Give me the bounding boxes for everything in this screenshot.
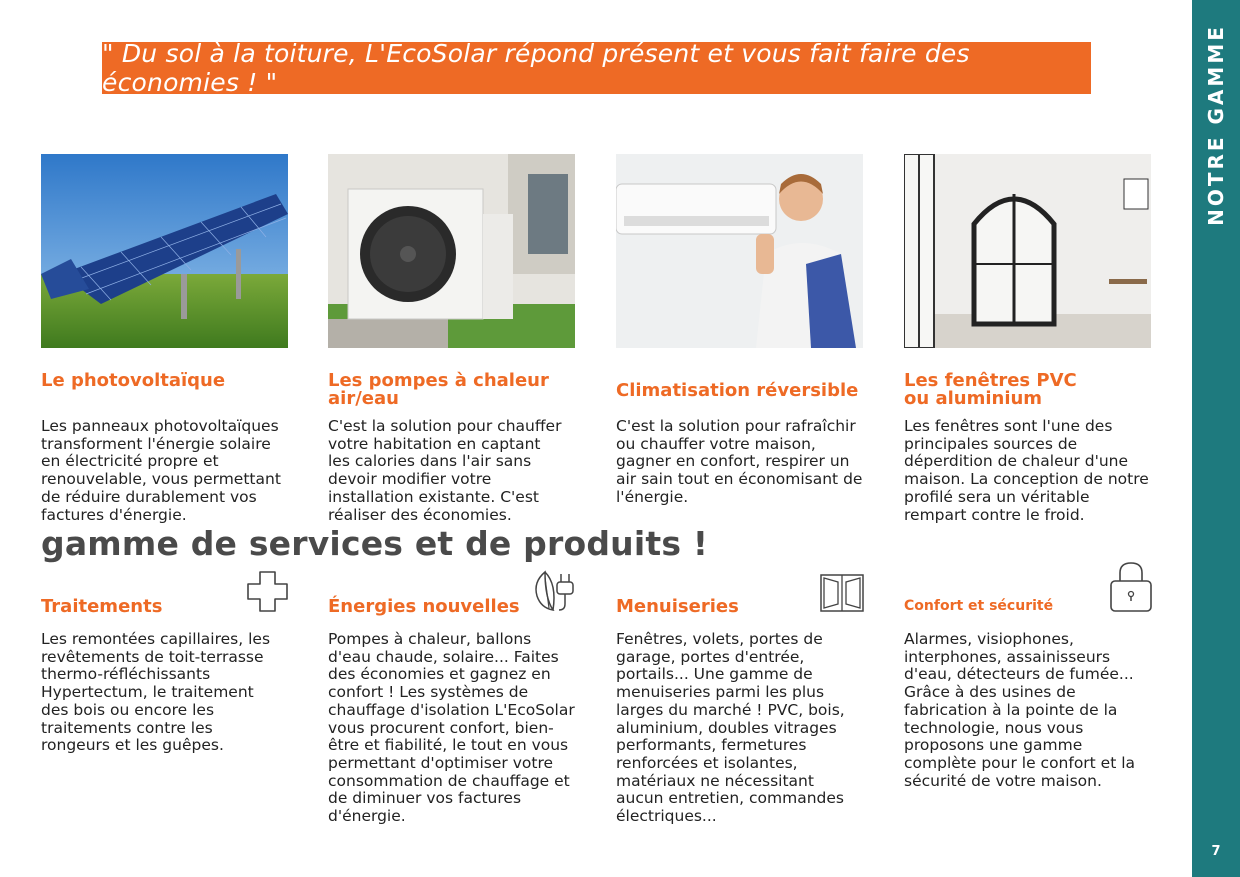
service-text-energies: Pompes à chaleur, ballons d'eau chaude, solaire... Faites des économies et gagnez en confort ! Les systèmes de chauffage d'isolation L'EcoSolar vous procurent confort, bien-être et fiabilité, le tout en vous permettant d'optimiser votre consommation de chauffage et de diminuer vos factures d'énergie. <box>328 630 575 826</box>
side-tab <box>1192 0 1240 877</box>
slogan-banner <box>102 39 1091 97</box>
cross-icon <box>246 570 289 613</box>
solar-panels-photo <box>41 154 288 348</box>
slogan-text: " Du sol à la toiture, L'EcoSolar répond présent et vous fait faire des économies ! " <box>102 39 970 97</box>
product-title-photovoltaique: Le photovoltaïque <box>41 370 226 391</box>
eco-plug-icon <box>531 568 577 614</box>
service-text-menuiseries: Fenêtres, volets, portes de garage, portes d'entrée, portails... Une gamme de menuiseries parmi les plus larges du marché ! PVC, bois, aluminium, doubles vitrages performants, fermetures renforcées et isolantes, matériaux ne nécessitant aucun entretien, commandes électriques... <box>616 630 845 826</box>
heat-pump-photo <box>328 154 575 348</box>
section-heading: gamme de services et de produits ! <box>41 524 709 563</box>
page-number: 7 <box>1211 844 1221 859</box>
service-title-confort: Confort et sécurité <box>904 598 1054 614</box>
side-tab-title: NOTRE GAMME <box>1204 24 1228 226</box>
service-title-traitements: Traitements <box>41 596 163 617</box>
pvc-window-photo <box>904 154 1151 348</box>
service-title-menuiseries: Menuiseries <box>616 596 739 617</box>
product-text-photovoltaique: Les panneaux photovoltaïques transforment l'énergie solaire en électricité propre et renouvelable, vous permettant de réduire durablement vos factures d'énergie. <box>41 417 281 524</box>
window-icon <box>820 574 864 612</box>
service-text-confort: Alarmes, visiophones, interphones, assainisseurs d'eau, détecteurs de fumée... Grâce à des usines de fabrication à la pointe de la technologie, nous vous proposons une gamme complète pour le confort et la sécurité de votre maison. <box>904 630 1136 790</box>
product-title-windows: Les fenêtres PVC ou aluminium <box>904 370 1077 409</box>
service-title-energies: Énergies nouvelles <box>328 596 520 617</box>
service-text-traitements: Les remontées capillaires, les revêtements de toit-terrasse thermo-réfléchissants Hypertectum, le traitement des bois ou encore les traitements contre les rongeurs et les guêpes. <box>41 630 271 755</box>
product-text-heat-pump: C'est la solution pour chauffer votre habitation en captant les calories dans l'air sans devoir modifier votre installation existante. C'est réaliser des économies. <box>328 417 562 524</box>
product-title-air-conditioning: Climatisation réversible <box>616 380 859 401</box>
air-conditioner-technician-photo <box>616 154 863 348</box>
product-title-heat-pump: Les pompes à chaleur air/eau <box>328 370 549 409</box>
product-text-air-conditioning: C'est la solution pour rafraîchir ou chauffer votre maison, gagner en confort, respirer un air sain tout en économisant de l'énergie. <box>616 417 863 506</box>
padlock-icon <box>1109 561 1153 613</box>
product-text-windows: Les fenêtres sont l'une des principales sources de déperdition de chaleur d'une maison. La conception de notre profilé sera un véritable rempart contre le froid. <box>904 417 1149 524</box>
